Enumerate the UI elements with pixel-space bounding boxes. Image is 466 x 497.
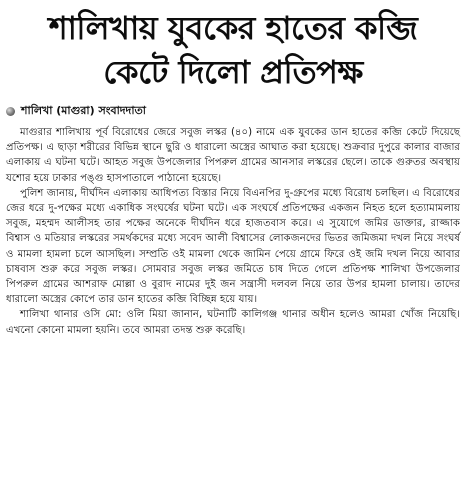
paragraph-1: মাগুরার শালিখায় পূর্ব বিরোধের জেরে সবুজ লস্কর (৪০) নামে এক যুবকের ডান হাতের কব্জি কেটে দিয়েছে প্রতিপক্ষ। এ ছাড়া শরীরের বিভিন্ন স্থানে ছুরি ও ধারালো অস্ত্রের আঘাত করা হয়েছে। শুক্রবার দুপুরে কালার বাজার এলাকায় এ ঘটনা ঘটে। আহত সবুজ উপজেলার পিপরুল গ্রামের আনসার লস্করের ছেলে। তাকে গুরুতর অবস্থায় যশোর হয়ে ঢাকার পঙ্গু হাসপাতালে পাঠানো হয়েছে। <box>6 127 460 184</box>
paragraph-2: পুলিশ জানায়, দীর্ঘদিন এলাকায় আধিপত্য বিস্তার নিয়ে বিএনপির দু-গ্রুপের মধ্যে বিরোধ চলছিল। এ বিরোধের জের ধরে দু-পক্ষের মধ্যে একাধিক সংঘর্ষের ঘটনা ঘটে। এক সংঘর্ষে প্রতিপক্ষের একজন নিহত হলে হত্যামামলায় সবুজ, মহম্মদ আলীসহ তার পক্ষের অনেকে দীর্ঘদিন ধরে হাজতবাস করে। এ সুযোগে জমির ডাক্তার, রাজ্জাক বিশ্বাস ও মতিয়ার লস্করের সমর্থকদের মধ্যে সবেদ আলী বিশ্বাসের লোকজনদের ভিতর জমিজমা দখল নিয়ে সংঘর্ষ ও মামলা হামলা চলে আসছিল। সম্প্রতি ওই মামলা থেকে জামিন পেয়ে গ্রামে ফিরে ওই জমি দখল নিয়ে আবার চাষবাস শুরু করে সবুজ লস্কর। সোমবার সবুজ লস্কর জমিতে চাষ দিতে গেলে প্রতিপক্ষ শালিখা উপজেলার পিপরুল গ্রামের আশরাফ মোল্লা ও বুরাদ নামের দুই জন সন্ত্রাসী দলবল নিয়ে তার উপর হামলা চালায়। তাদের ধারালো অস্ত্রের কোপে তার ডান হাতের কব্জি বিচ্ছিন্ন হয়ে যায়। <box>6 187 460 306</box>
headline-line-1: শালিখায় যুবকের হাতের কব্জি <box>48 9 418 47</box>
article-body <box>6 125 460 338</box>
headline-line-2: কেটে দিলো প্রতিপক্ষ <box>103 53 363 91</box>
headline <box>6 6 460 94</box>
byline-text: শালিখা (মাগুরা) সংবাদদাতা <box>21 104 146 117</box>
bullet-icon <box>6 107 15 116</box>
paragraph-3: শালিখা থানার ওসি মো: ওলি মিয়া জানান, ঘটনাটি কালিগঞ্জ থানার অধীন হলেও আমরা খোঁজ নিয়েছি। এখনো কোনো মামলা হয়নি। তবে আমরা তদন্ত শুরু করেছি। <box>6 309 460 336</box>
byline <box>6 102 460 121</box>
